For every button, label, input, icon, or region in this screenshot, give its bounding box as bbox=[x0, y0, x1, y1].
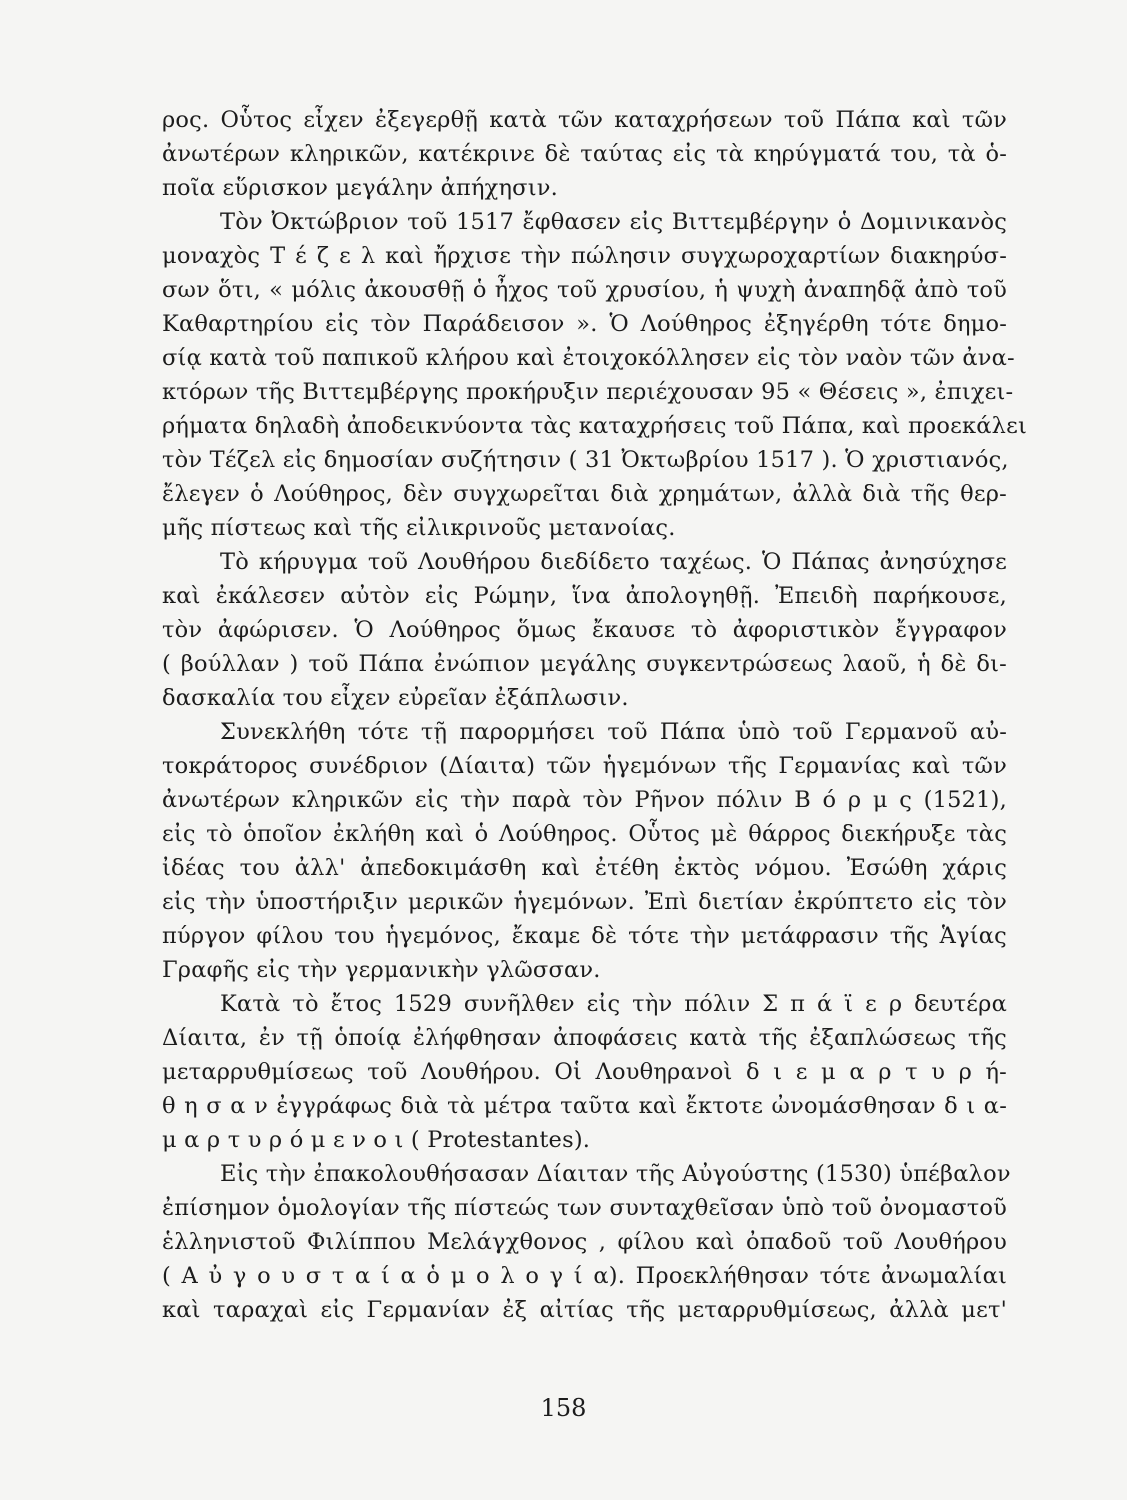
text-line: κτόρων τῆς Βιττεμβέργης προκήρυξιν περιέχουσαν 95 « Θέσεις », ἐπιχει- bbox=[162, 379, 1014, 405]
page-number: 158 bbox=[540, 1394, 587, 1422]
text-line: ( Α ὐ γ ο υ σ τ α ί α ὁ μ ο λ ο γ ί α). Προεκλήθησαν τότε ἀνωμαλίαι bbox=[162, 1263, 1007, 1289]
text-line: Τὸ κήρυγμα τοῦ Λουθήρου διεδίδετο ταχέως. Ὁ Πάπας ἀνησύχησε bbox=[220, 549, 1007, 575]
text-line: ἀνωτέρων κληρικῶν, κατέκρινε δὲ ταύτας εἰς τὰ κηρύγματά του, τὰ ὁ- bbox=[162, 141, 1007, 167]
text-line: εἰς τὴν ὑποστήριξιν μερικῶν ἡγεμόνων. Ἐπὶ διετίαν ἐκρύπτετο εἰς τὸν bbox=[162, 889, 1007, 915]
text-line: τὸν ἀφώρισεν. Ὁ Λούθηρος ὅμως ἔκαυσε τὸ ἀφοριστικὸν ἔγγραφον bbox=[162, 617, 1007, 643]
text-line: μῆς πίστεως καὶ τῆς εἰλικρινοῦς μετανοίας. bbox=[162, 515, 676, 541]
text-line: ἰδέας του ἀλλ' ἀπεδοκιμάσθη καὶ ἐτέθη ἐκτὸς νόμου. Ἐσώθη χάρις bbox=[162, 855, 1007, 881]
text-line: μεταρρυθμίσεως τοῦ Λουθήρου. Οἱ Λουθηρανοὶ δ ι ε μ α ρ τ υ ρ ή- bbox=[162, 1059, 1007, 1085]
text-line: ἔλεγεν ὁ Λούθηρος, δὲν συγχωρεῖται διὰ χρημάτων, ἀλλὰ διὰ τῆς θερ- bbox=[162, 481, 1007, 507]
text-line: Δίαιτα, ἐν τῇ ὁποίᾳ ἐλήφθησαν ἀποφάσεις κατὰ τῆς ἐξαπλώσεως τῆς bbox=[162, 1025, 1007, 1051]
text-line: ἑλληνιστοῦ Φιλίππου Μελάγχθονος , φίλου καὶ ὀπαδοῦ τοῦ Λουθήρου bbox=[162, 1229, 1007, 1255]
text-line: ποῖα εὕρισκον μεγάλην ἀπήχησιν. bbox=[162, 175, 558, 201]
text-line: δασκαλία του εἶχεν εὐρεῖαν ἐξάπλωσιν. bbox=[162, 685, 629, 711]
text-line: μοναχὸς Τ έ ζ ε λ καὶ ἤρχισε τὴν πώλησιν συγχωροχαρτίων διακηρύσ- bbox=[162, 243, 1007, 269]
text-line: πύργον φίλου του ἡγεμόνος, ἔκαμε δὲ τότε τὴν μετάφρασιν τῆς Ἁγίας bbox=[162, 923, 1007, 949]
text-line: καὶ ἐκάλεσεν αὐτὸν εἰς Ρώμην, ἵνα ἀπολογηθῇ. Ἐπειδὴ παρήκουσε, bbox=[162, 583, 1007, 609]
text-line: Συνεκλήθη τότε τῇ παρορμήσει τοῦ Πάπα ὑπὸ τοῦ Γερμανοῦ αὐ- bbox=[220, 719, 1007, 745]
text-line: Κατὰ τὸ ἔτος 1529 συνῆλθεν εἰς τὴν πόλιν Σ π ά ϊ ε ρ δευτέρα bbox=[220, 991, 1007, 1017]
text-line: σίᾳ κατὰ τοῦ παπικοῦ κλήρου καὶ ἐτοιχοκόλλησεν εἰς τὸν ναὸν τῶν ἀνα- bbox=[162, 345, 1015, 371]
text-line: τὸν Τέζελ εἰς δημοσίαν συζήτησιν ( 31 Ὀκτωβρίου 1517 ). Ὁ χριστιανός, bbox=[162, 447, 1009, 473]
text-line: Καθαρτηρίου εἰς τὸν Παράδεισον ». Ὁ Λούθηρος ἐξηγέρθη τότε δημο- bbox=[162, 311, 1007, 337]
text-line: τοκράτορος συνέδριον (Δίαιτα) τῶν ἡγεμόνων τῆς Γερμανίας καὶ τῶν bbox=[162, 753, 1007, 779]
body-text bbox=[162, 103, 1027, 1327]
text-line: Τὸν Ὀκτώβριον τοῦ 1517 ἔφθασεν εἰς Βιττεμβέργην ὁ Δομινικανὸς bbox=[220, 209, 1007, 235]
text-line: Εἰς τὴν ἐπακολουθήσασαν Δίαιταν τῆς Αὐγούστης (1530) ὑπέβαλον bbox=[220, 1161, 1011, 1187]
text-line: ( βούλλαν ) τοῦ Πάπα ἐνώπιον μεγάλης συγκεντρώσεως λαοῦ, ἡ δὲ δι- bbox=[162, 651, 1007, 677]
text-line: Γραφῆς εἰς τὴν γερμανικὴν γλῶσσαν. bbox=[162, 957, 601, 983]
text-line: ἀνωτέρων κληρικῶν εἰς τὴν παρὰ τὸν Ρῆνον πόλιν Β ό ρ μ ς (1521), bbox=[162, 787, 1007, 813]
text-line: ρος. Οὗτος εἶχεν ἐξεγερθῇ κατὰ τῶν καταχρήσεων τοῦ Πάπα καὶ τῶν bbox=[162, 107, 1007, 133]
text-line: ἐπίσημον ὁμολογίαν τῆς πίστεώς των συνταχθεῖσαν ὑπὸ τοῦ ὀνομαστοῦ bbox=[162, 1195, 1007, 1221]
text-line: εἰς τὸ ὁποῖον ἐκλήθη καὶ ὁ Λούθηρος. Οὗτος μὲ θάρρος διεκήρυξε τὰς bbox=[162, 821, 1007, 847]
text-line: θ η σ α ν ἐγγράφως διὰ τὰ μέτρα ταῦτα καὶ ἔκτοτε ὠνομάσθησαν δ ι α- bbox=[162, 1093, 1007, 1119]
text-line: ρήματα δηλαδὴ ἀποδεικνύοντα τὰς καταχρήσεις τοῦ Πάπα, καὶ προεκάλει bbox=[162, 413, 1027, 439]
text-line: σων ὅτι, « μόλις ἀκουσθῇ ὁ ἦχος τοῦ χρυσίου, ἡ ψυχὴ ἀναπηδᾷ ἀπὸ τοῦ bbox=[162, 277, 1007, 303]
text-line: μ α ρ τ υ ρ ό μ ε ν ο ι ( Protestantes). bbox=[162, 1127, 591, 1153]
text-line: καὶ ταραχαὶ εἰς Γερμανίαν ἐξ αἰτίας τῆς μεταρρυθμίσεως, ἀλλὰ μετ' bbox=[162, 1297, 1007, 1323]
